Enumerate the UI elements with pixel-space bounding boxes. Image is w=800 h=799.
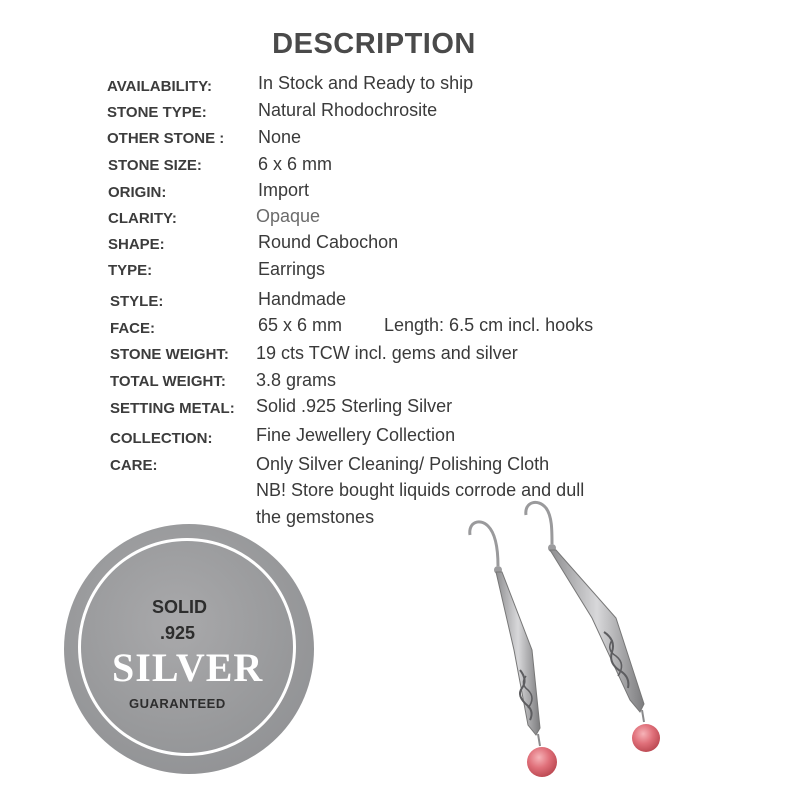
label-type: TYPE: bbox=[108, 262, 153, 279]
value-collection: Fine Jewellery Collection bbox=[256, 425, 456, 445]
value-style: Handmade bbox=[258, 289, 347, 309]
seal-925-text: .925 bbox=[160, 623, 196, 643]
seal-guaranteed-text: GUARANTEED bbox=[129, 696, 226, 711]
value-care-line3: the gemstones bbox=[256, 507, 375, 527]
seal-solid-text: SOLID bbox=[152, 597, 208, 617]
label-origin: ORIGIN: bbox=[108, 184, 167, 201]
label-stone-weight: STONE WEIGHT: bbox=[110, 346, 229, 363]
label-clarity: CLARITY: bbox=[108, 210, 177, 227]
label-other-stone: OTHER STONE : bbox=[107, 130, 225, 147]
value-setting-metal: Solid .925 Sterling Silver bbox=[256, 396, 453, 416]
value-face-length: Length: 6.5 cm incl. hooks bbox=[384, 315, 594, 335]
label-availability: AVAILABILITY: bbox=[107, 78, 212, 95]
value-stone-size: 6 x 6 mm bbox=[258, 154, 333, 174]
value-care-line2: NB! Store bought liquids corrode and dull bbox=[256, 480, 585, 500]
label-collection: COLLECTION: bbox=[110, 430, 213, 447]
value-clarity: Opaque bbox=[256, 206, 321, 226]
value-other-stone: None bbox=[258, 127, 302, 147]
value-origin: Import bbox=[258, 180, 310, 200]
value-face: 65 x 6 mm bbox=[258, 315, 343, 335]
label-total-weight: TOTAL WEIGHT: bbox=[110, 373, 226, 390]
value-availability: In Stock and Ready to ship bbox=[258, 73, 474, 93]
label-care: CARE: bbox=[110, 457, 158, 474]
right-earring bbox=[526, 502, 660, 752]
seal-silver-text: SILVER bbox=[112, 645, 264, 690]
value-stone-weight: 19 cts TCW incl. gems and silver bbox=[256, 343, 518, 363]
earrings-photo bbox=[440, 500, 680, 795]
page-title: DESCRIPTION bbox=[272, 28, 476, 60]
value-care: Only Silver Cleaning/ Polishing Cloth bbox=[256, 454, 550, 474]
value-stone-type: Natural Rhodochrosite bbox=[258, 100, 438, 120]
value-shape: Round Cabochon bbox=[258, 232, 399, 252]
label-style: STYLE: bbox=[110, 293, 164, 310]
label-stone-size: STONE SIZE: bbox=[108, 157, 202, 174]
value-type: Earrings bbox=[258, 259, 326, 279]
label-shape: SHAPE: bbox=[108, 236, 165, 253]
left-earring bbox=[470, 522, 557, 777]
value-total-weight: 3.8 grams bbox=[256, 370, 337, 390]
label-stone-type: STONE TYPE: bbox=[107, 104, 207, 121]
label-setting-metal: SETTING METAL: bbox=[110, 400, 235, 417]
label-face: FACE: bbox=[110, 320, 155, 337]
